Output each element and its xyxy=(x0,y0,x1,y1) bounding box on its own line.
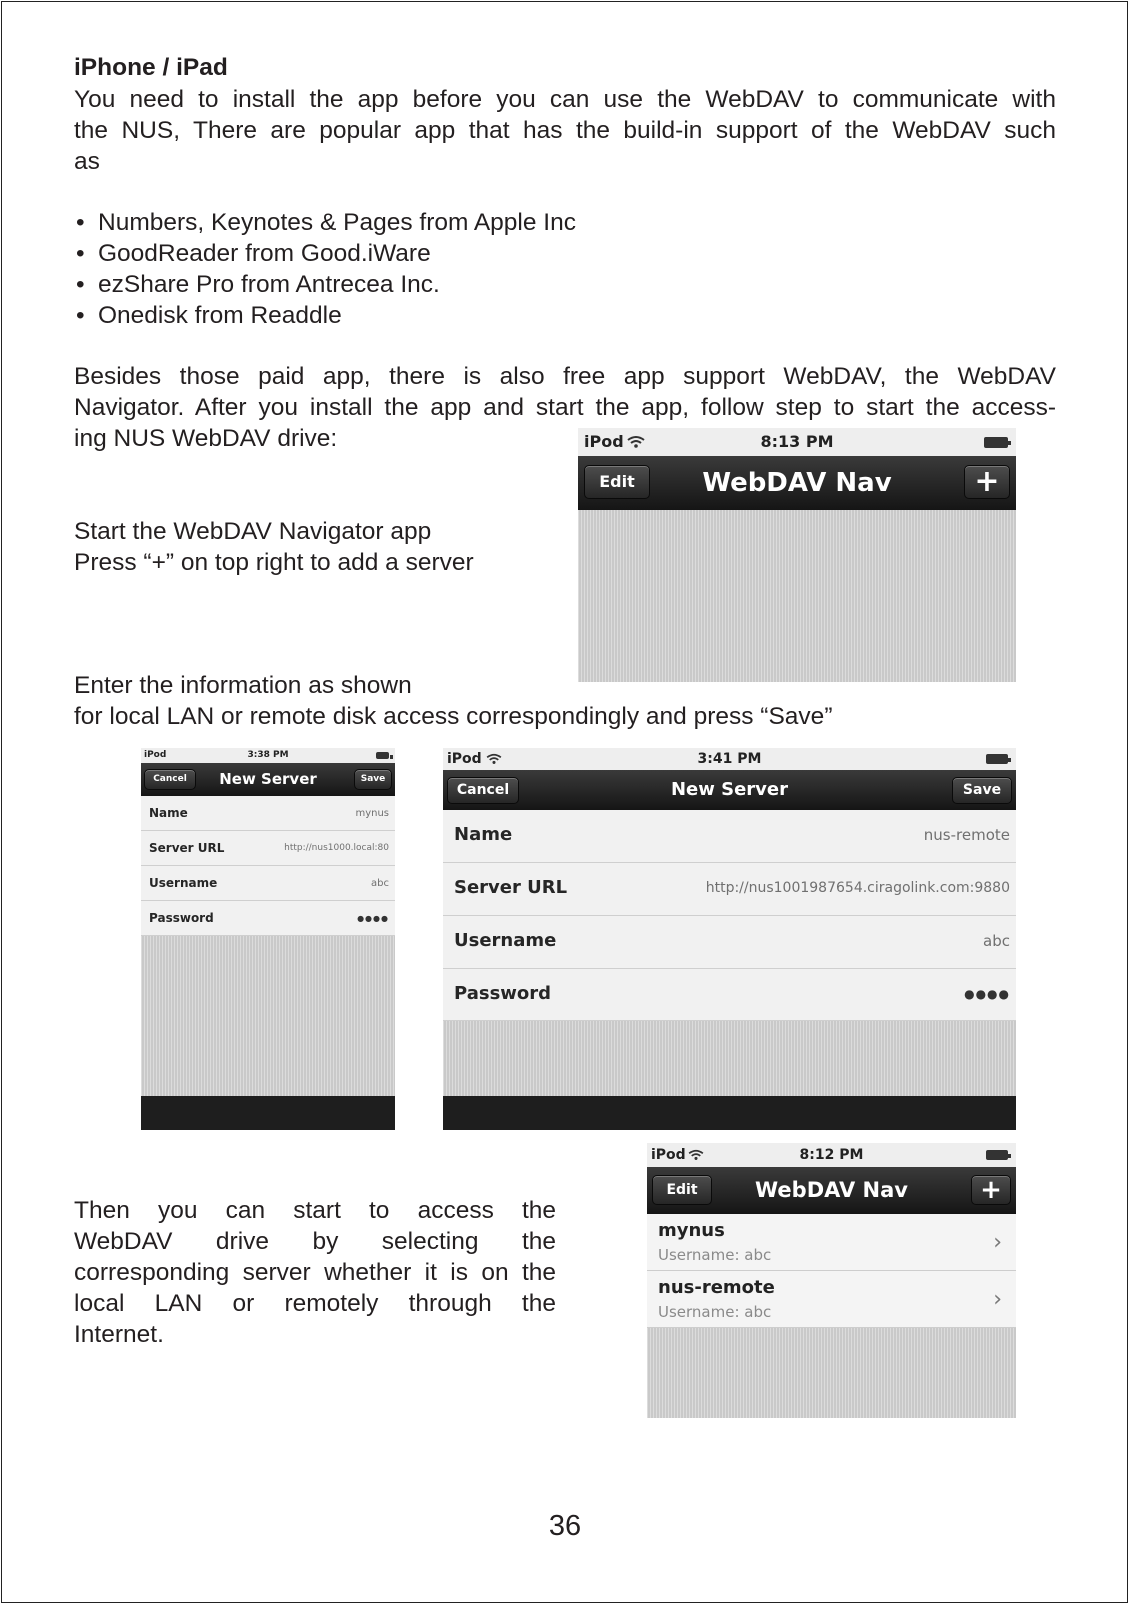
edit-button[interactable]: Edit xyxy=(652,1175,712,1205)
name-input[interactable]: mynus xyxy=(355,808,389,819)
clock: 8:13 PM xyxy=(760,432,834,451)
status-bar xyxy=(578,428,1016,456)
intro-line-2: the NUS, There are popular app that has the build-in support of the WebDAV such xyxy=(74,117,1056,144)
chevron-right-icon: › xyxy=(993,1287,1002,1312)
screenshot-new-server-remote xyxy=(443,748,1016,1130)
navigation-bar xyxy=(443,770,1016,810)
status-bar xyxy=(443,748,1016,770)
clock: 3:38 PM xyxy=(247,750,289,760)
nav-title: New Server xyxy=(670,779,789,800)
server-row-nus-remote[interactable] xyxy=(647,1271,1016,1328)
battery-icon xyxy=(984,437,1008,448)
step3-line-4: local LAN or remotely through the xyxy=(74,1290,556,1317)
battery-icon xyxy=(986,754,1008,764)
form-background xyxy=(443,1021,1016,1096)
add-server-button[interactable]: + xyxy=(971,1175,1011,1205)
navigation-bar xyxy=(647,1167,1016,1214)
list-background xyxy=(647,1328,1016,1418)
username-input[interactable]: abc xyxy=(371,878,389,889)
password-input[interactable]: ●●●● xyxy=(964,987,1010,1001)
field-label: Name xyxy=(454,824,513,845)
page-number: 36 xyxy=(548,1510,582,1542)
status-bar xyxy=(141,748,395,763)
server-form xyxy=(141,796,395,936)
field-label: Server URL xyxy=(454,877,568,898)
empty-list-background xyxy=(578,510,1016,682)
username-field-row[interactable] xyxy=(141,866,395,901)
password-field-row[interactable] xyxy=(141,901,395,936)
save-button[interactable]: Save xyxy=(952,777,1012,804)
form-background xyxy=(141,936,395,1096)
paragraph2-line-3: ing NUS WebDAV drive: xyxy=(74,425,338,452)
status-bar xyxy=(647,1143,1016,1167)
server-name: mynus xyxy=(658,1220,725,1241)
carrier-label: iPod xyxy=(144,750,167,760)
server-username: Username: abc xyxy=(658,1303,772,1321)
step3-line-5: Internet. xyxy=(74,1321,164,1348)
step2-line-1: Enter the information as shown xyxy=(74,672,412,699)
screenshot-webdav-nav-servers xyxy=(647,1143,1016,1418)
keyboard-area xyxy=(443,1096,1016,1130)
field-label: Server URL xyxy=(149,841,225,855)
field-label: Username xyxy=(149,876,218,890)
intro-line-3: as xyxy=(74,148,100,175)
server-list xyxy=(647,1214,1016,1328)
nav-title: New Server xyxy=(219,770,317,788)
battery-icon xyxy=(376,752,389,759)
name-field-row[interactable] xyxy=(443,810,1016,863)
field-label: Name xyxy=(149,806,188,820)
server-url-input[interactable]: http://nus1001987654.ciragolink.com:9880 xyxy=(705,880,1010,896)
nav-title: WebDAV Nav xyxy=(755,1178,908,1202)
server-name: nus-remote xyxy=(658,1277,775,1298)
field-label: Password xyxy=(149,911,214,925)
list-item: • ezShare Pro from Antrecea Inc. xyxy=(74,269,576,300)
chevron-right-icon: › xyxy=(993,1230,1002,1255)
username-field-row[interactable] xyxy=(443,916,1016,969)
server-form xyxy=(443,810,1016,1021)
list-item: • Onedisk from Readdle xyxy=(74,300,576,331)
save-button[interactable]: Save xyxy=(354,769,392,790)
section-heading: iPhone / iPad xyxy=(74,54,228,81)
cancel-button[interactable]: Cancel xyxy=(447,777,519,804)
step1-line-2: Press “+” on top right to add a server xyxy=(74,549,474,576)
server-url-field-row[interactable] xyxy=(443,863,1016,916)
carrier-label: iPod xyxy=(584,432,624,451)
step3-line-3: corresponding server whether it is on the xyxy=(74,1259,556,1286)
server-url-input[interactable]: http://nus1000.local:80 xyxy=(284,843,389,853)
add-server-button[interactable]: + xyxy=(964,465,1010,499)
clock: 8:12 PM xyxy=(799,1147,864,1163)
name-field-row[interactable] xyxy=(141,796,395,831)
keyboard-area xyxy=(141,1096,395,1130)
battery-icon xyxy=(986,1150,1008,1160)
step3-line-1: Then you can start to access the xyxy=(74,1197,556,1224)
step2-line-2: for local LAN or remote disk access correspondingly and press “Save” xyxy=(74,703,833,730)
server-username: Username: abc xyxy=(658,1246,772,1264)
cancel-button[interactable]: Cancel xyxy=(144,769,196,790)
intro-line-1: You need to install the app before you can use the WebDAV to communicate with xyxy=(74,86,1056,113)
field-label: Username xyxy=(454,930,557,951)
username-input[interactable]: abc xyxy=(983,932,1010,950)
clock: 3:41 PM xyxy=(697,751,762,767)
name-input[interactable]: nus-remote xyxy=(923,826,1010,844)
paragraph2-line-1: Besides those paid app, there is also free app support WebDAV, the WebDAV xyxy=(74,363,1056,390)
password-field-row[interactable] xyxy=(443,969,1016,1021)
field-label: Password xyxy=(454,983,552,1004)
screenshot-webdav-nav-empty xyxy=(578,428,1016,682)
nav-title: WebDAV Nav xyxy=(702,468,892,498)
app-list xyxy=(74,207,576,331)
screenshot-new-server-local xyxy=(141,748,395,1130)
list-item: • Numbers, Keynotes & Pages from Apple Inc xyxy=(74,207,576,238)
navigation-bar xyxy=(141,763,395,796)
list-item: • GoodReader from Good.iWare xyxy=(74,238,576,269)
password-input[interactable]: ●●●● xyxy=(357,914,389,923)
carrier-label: iPod xyxy=(447,751,482,767)
server-url-field-row[interactable] xyxy=(141,831,395,866)
step3-line-2: WebDAV drive by selecting the xyxy=(74,1228,556,1255)
carrier-label: iPod xyxy=(651,1147,686,1163)
navigation-bar xyxy=(578,456,1016,510)
paragraph2-line-2: Navigator. After you install the app and start the app, follow step to start the access- xyxy=(74,394,1056,421)
step1-line-1: Start the WebDAV Navigator app xyxy=(74,518,432,545)
server-row-mynus[interactable] xyxy=(647,1214,1016,1271)
edit-button[interactable]: Edit xyxy=(584,465,650,499)
